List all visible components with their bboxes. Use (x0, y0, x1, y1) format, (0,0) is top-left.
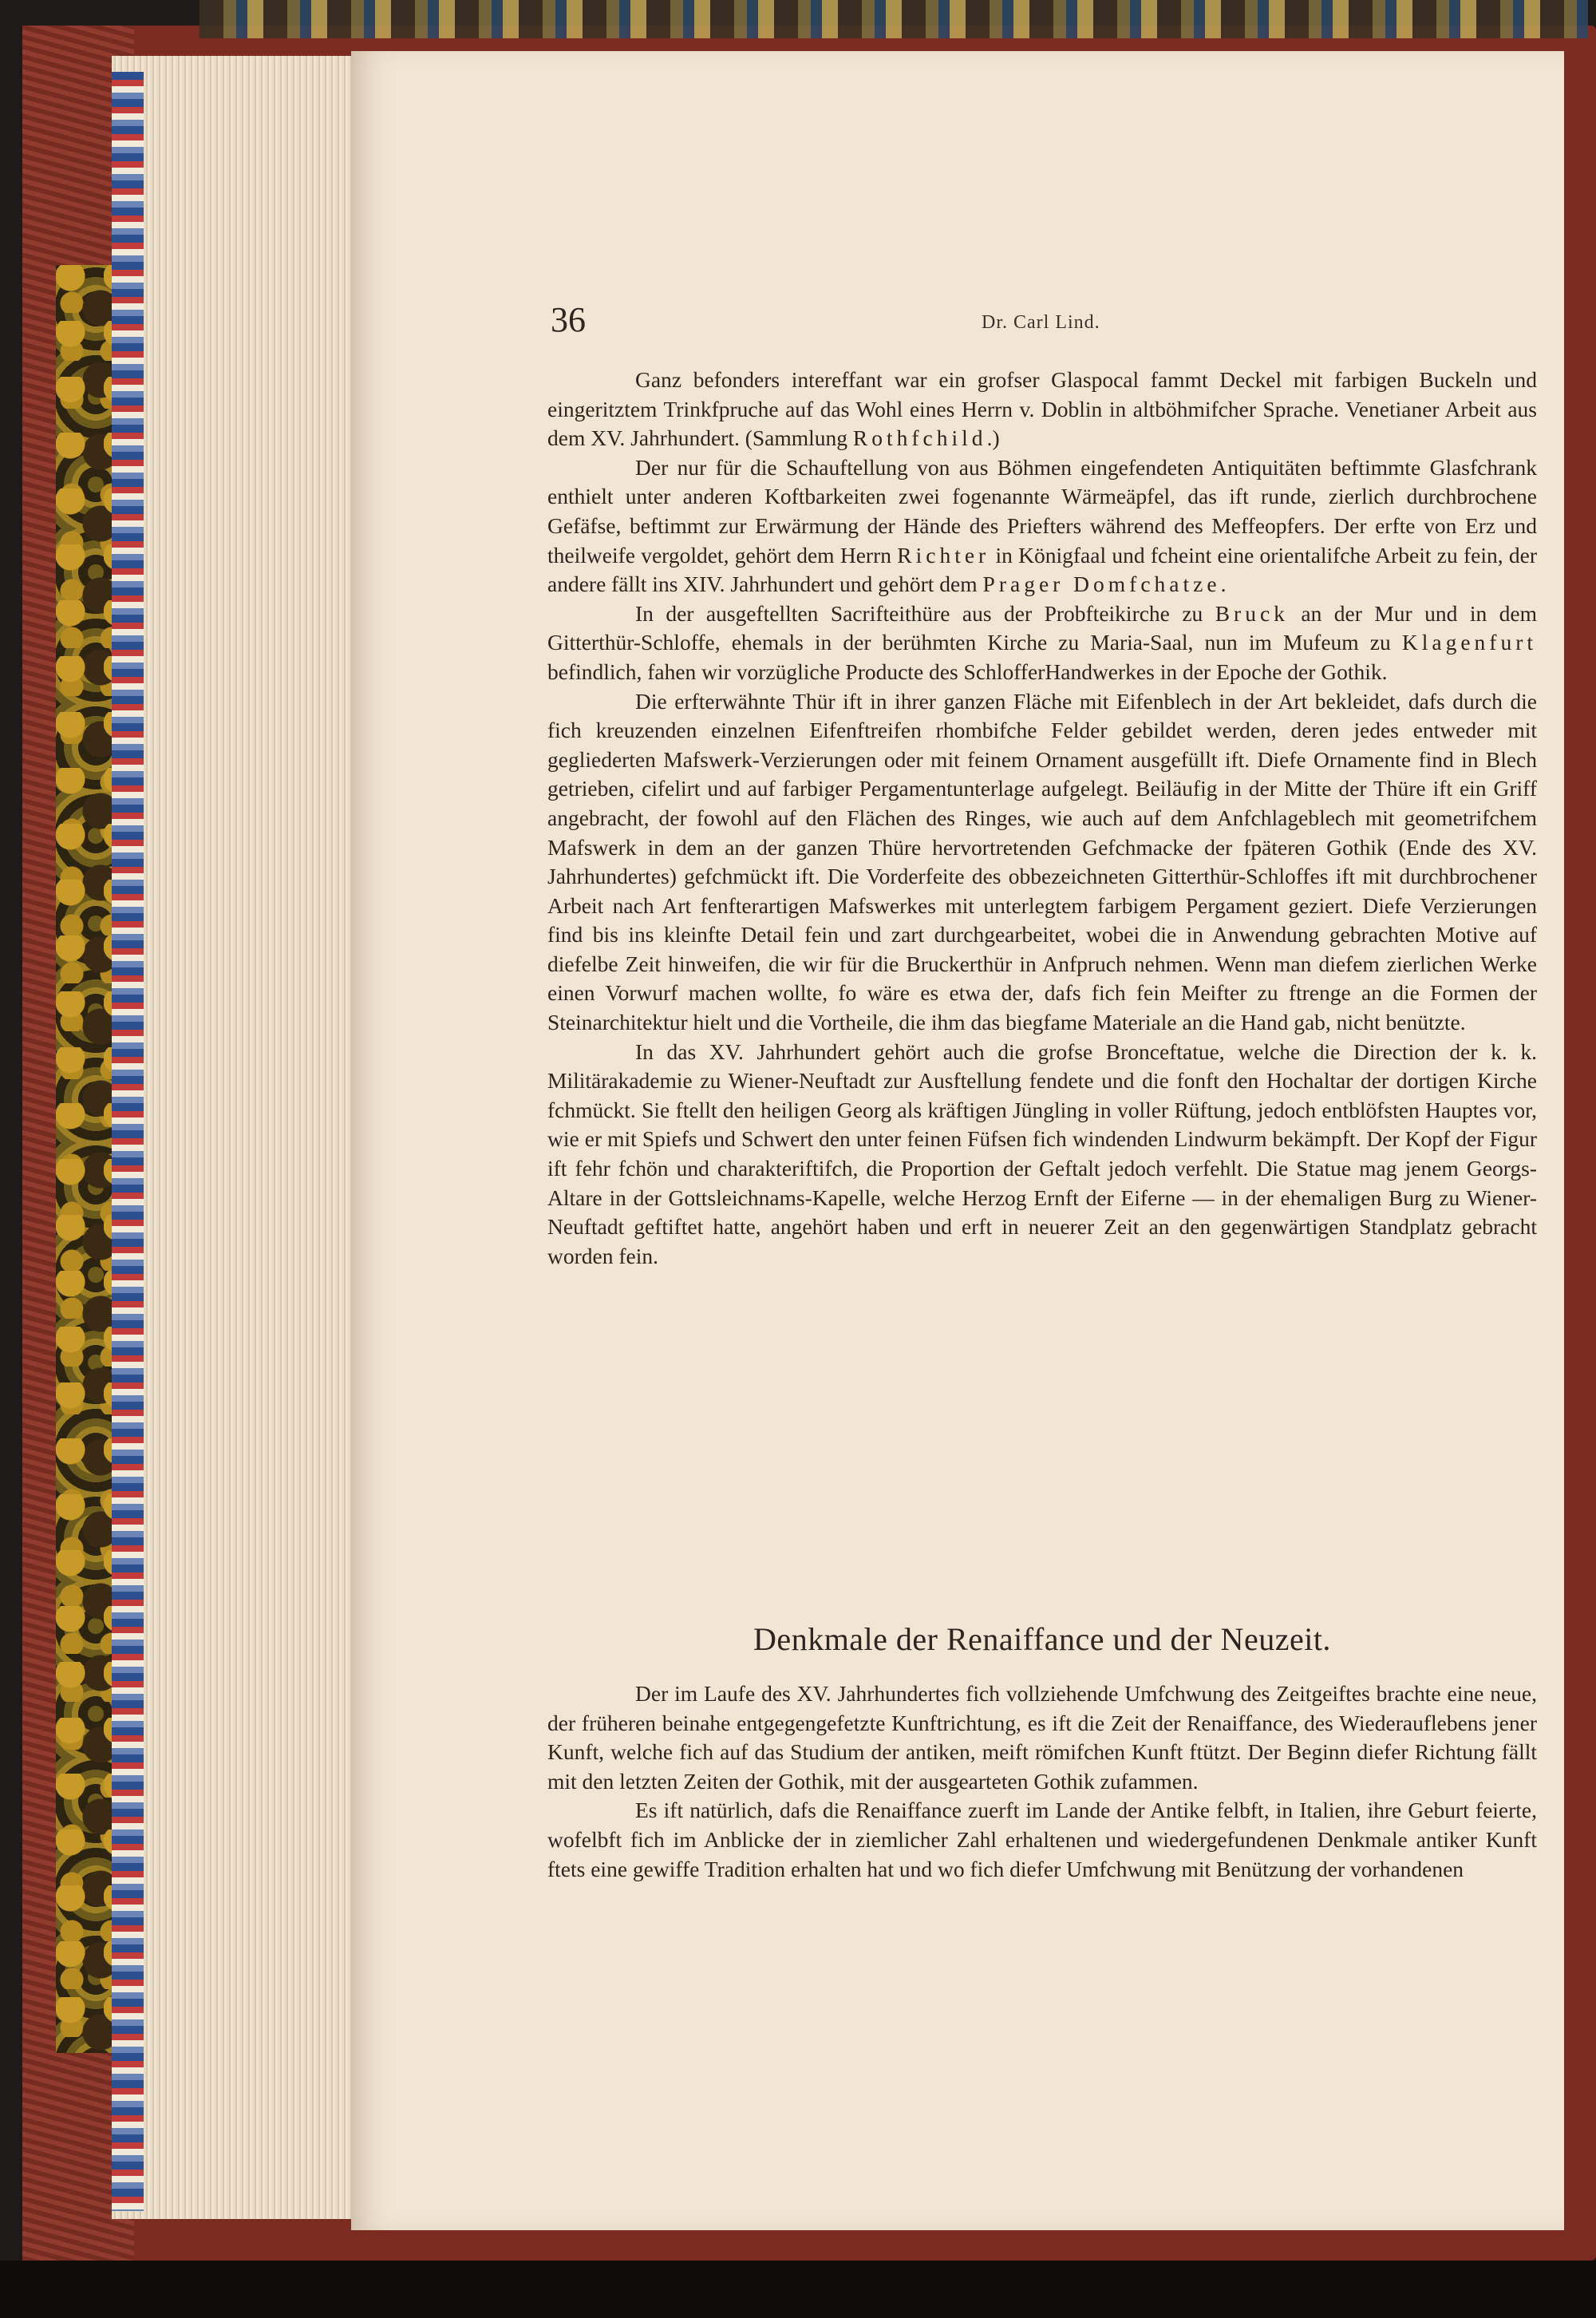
section-text (547, 1679, 1537, 1884)
paragraph-text: Der nur für die Schauftellung von aus Böhmen eingefendeten Antiquitäten beftimmte Glasfchrank enthielt unter anderen Koftbarkeiten zwei fogenannte Wärmeäpfel, das ift runde, zierlich durchbrochene Gefäfse, beftimmt zur Erwärmung der Hände des Priefters während des Meffeopfers. Der erfte von Erz und theilweife vergoldet, gehört dem Herrn (547, 454, 1537, 568)
paragraph-text: .) (986, 425, 1000, 451)
background-band (0, 2261, 1596, 2318)
paragraph-text: . (1220, 572, 1227, 597)
paragraph: Die erfterwähnte Thür ift in ihrer ganzen Fläche mit Eifenblech in der Art bekleidet, dafs durch die fich kreuzenden einzelnen Eifenftreifen rhombifche Felder gebildet werden, deren jedes entweder mit gegliederten Mafswerk-Verzierungen oder mit feinem Ornament ausgefüllt ift. Diefe Ornamente find in Blech getrieben, cifelirt und auf farbiger Pergamentunterlage aufgelegt. Beiläufig in der Mitte der Thüre ift ein Griff angebracht, der fowohl auf den Flächen des Ringes, wie auch auf dem Anfchlageblech mit geometrifchem Mafswerk in dem an der ganzen Thüre hervortretenden Gefchmacke der fpäteren Gothik (Ende des XV. Jahrhundertes) gefchmückt ift. Die Vorderfeite des obbezeichneten Gitterthür-Schloffes ift mit durchbrochener Arbeit nach Art fenfterartigen Mafswerkes mit unterlegtem farbigem Pergament geziert. Diefe Verzierungen find bis ins kleinfte Detail fein und zart durchgearbeitet, wobei die in Anwendung gebrachten Motive auf diefelbe Zeit hinweifen, die wir für die Bruckerthür in Anfpruch nehmen. Wenn man diefem zierlichen Werke einen Vorwurf machen wollte, fo wäre es etwa der, dafs fich fein Meifter zu ftrenge an die Formen der Steinarchitektur hielt und die Vortheile, die ihm das biegfame Materiale an die Hand gab, nicht benützte. (547, 688, 1537, 1035)
top-marbled-edge (200, 0, 1588, 38)
paragraph (547, 599, 1537, 687)
paragraph: Der im Laufe des XV. Jahrhundertes fich vollziehende Umfchwung des Zeitgeiftes brachte eine neue, der früheren beinahe entgegengefetzte Kunftrichtung, es ift die Zeit der Renaiffance, des Wiederauflebens jener Kunft, welche fich auf das Studium der antiken, meift römifchen Kunft ftützt. Der Beginn diefer Richtung fällt mit den letzten Zeiten der Gothik, mit der ausgearteten Gothik zufammen. (547, 1681, 1537, 1794)
running-head: Dr. Carl Lind. (982, 312, 1100, 333)
paragraph-text: in Königfaal und fcheint eine orientalifche Arbeit zu fein, der andere fällt ins XIV. Jahrhundert und gehört dem (547, 542, 1538, 597)
marbled-fore-edge (112, 72, 144, 2211)
paragraph-text: Ganz befonders intereffant war ein grofser Glaspocal fammt Deckel mit farbigen Buckeln und eingeritztem Trinkfpruche auf das Wohl eines Herrn v. Doblin in altböhmifcher Sprache. Venetianer Arbeit aus dem XV. Jahrhundert. (Sammlung (547, 367, 1537, 451)
spaced-name: Klagenfurt (1401, 630, 1537, 655)
section-heading: Denkmale der Renaiffance und der Neuzeit. (753, 1621, 1331, 1657)
page-stack-edge (112, 56, 351, 2219)
paragraph-text: an der Mur und in dem Gitterthür-Schloffe, ehemals in der berühmten Kirche zu Maria-Saal, nun im Mufeum zu (547, 600, 1537, 655)
paragraph: In das XV. Jahrhundert gehört auch die grofse Bronceftatue, welche die Direction der k. k. Militärakademie zu Wiener-Neuftadt zur Ausftellung fendete und die fonft den Hochaltar der dortigen Kirche fchmückt. Sie ftellt den heiligen Georg als kräftigen Jüngling in voller Rüftung, jedoch entblöfsten Hauptes vor, wie er mit Spiefs und Schwert den unter feinen Füfsen fich windenden Lindwurm bekämpft. Der Kopf der Figur ift fehr fchön und charakteriftifch, die Proportion der Geftalt jedoch verfehlt. Die Statue mag jenem Georgs-Altare in der Gottsleichnams-Kapelle, welche Herzog Ernft der Eiferne — in der ehemaligen Burg zu Wiener-Neuftadt geftiftet hatte, angehört haben und erft in neuerer Zeit an den gegenwärtigen Standplatz gebracht worden fein. (547, 1038, 1537, 1268)
paragraph-text: befindlich, fahen wir vorzügliche Producte des SchlofferHandwerkes in der Epoche der Gothik. (547, 659, 1388, 684)
main-text (547, 366, 1537, 1271)
paragraph: Es ift natürlich, dafs die Renaiffance zuerft im Lande der Antike felbft, in Italien, ihre Geburt feierte, wofelbft fich im Anblicke der in ziemlicher Zahl erhaltenen und wiedergefundenen Denkmale antiker Kunft ftets eine gewiffe Tradition erhalten hat und wo fich diefer Umfchwung mit Benützung der vorhandenen (547, 1798, 1537, 1881)
page-header (551, 299, 1524, 347)
spaced-name: Bruck (1215, 600, 1289, 626)
spaced-name: Prager Domfchatze (982, 572, 1221, 597)
page-number: 36 (551, 300, 586, 339)
spaced-name: Rothfchild (852, 425, 987, 451)
paragraph (547, 366, 1537, 453)
paragraph-text: In der ausgeftellten Sacrifteithüre aus der Probfteikirche zu (635, 600, 1215, 626)
paragraph (547, 453, 1537, 599)
spaced-name: Richter (897, 542, 990, 568)
